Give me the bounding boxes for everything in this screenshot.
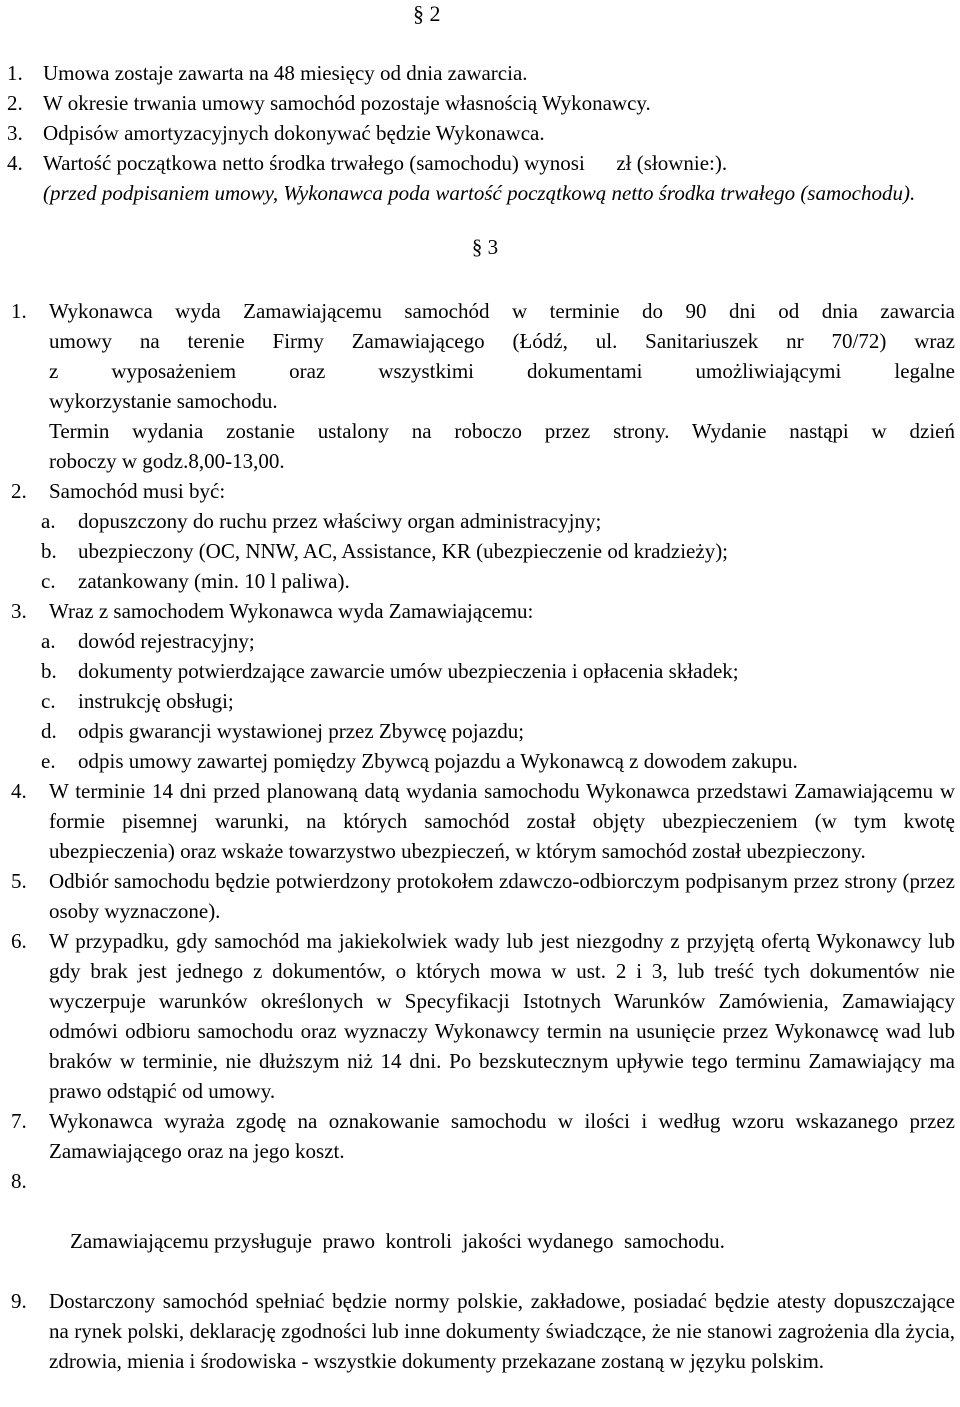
sub-item: [0, 536, 955, 566]
item-number: 3.: [11, 599, 27, 623]
item-text: W przypadku, gdy samochód ma jakiekolwiek wady lub jest niezgodny z przyjętą ofertą Wykonawcy lub gdy brak jest jednego z dokumentów, o których mowa w ust. 2 i 3, lub treść tych dokumentów nie wyczerpuje warunków określonych w Specyfikacji Istotnych Warunków Zamówienia, Zamawiający odmówi odbioru samochodu oraz wyznaczy Wykonawcy termin na usunięcie przez Wykonawcę wad lub braków w terminie, nie dłuższym niż 14 dni. Po bezskutecznym upływie tego terminu Zamawiający ma prawo odstąpić od umowy.: [49, 929, 955, 1103]
sub-item: [0, 686, 955, 716]
list-item: [0, 118, 950, 148]
sub-text: ubezpieczony (OC, NNW, AC, Assistance, KR (ubezpieczenie od kradzieży);: [78, 539, 729, 563]
list-item: [0, 88, 950, 118]
item-text: Wartość początkowa netto środka trwałego (samochodu) wynosi zł (słownie:).: [43, 151, 728, 175]
sub-text: dopuszczony do ruchu przez właściwy organ administracyjny;: [78, 509, 602, 533]
list-item: [0, 1106, 955, 1166]
item-text: W okresie trwania umowy samochód pozostaje własnością Wykonawcy.: [43, 91, 651, 115]
sub-letter: a.: [41, 629, 56, 653]
sub-letter: b.: [41, 539, 57, 563]
sub-letter: c.: [41, 689, 56, 713]
item-number: 1.: [7, 61, 23, 85]
item-text: Zamawiającemu przysługuje prawo kontroli jakości wydanego samochodu.: [70, 1229, 725, 1253]
section-3: [0, 296, 955, 1376]
item-number: 1.: [11, 299, 27, 323]
text-line: wykorzystanie samochodu.: [49, 389, 278, 413]
sub-text: dowód rejestracyjny;: [78, 629, 255, 653]
sub-item: [0, 746, 955, 776]
list-item: [0, 866, 955, 926]
sub-text: odpis umowy zawartej pomiędzy Zbywcą pojazdu a Wykonawcą z dowodem zakupu.: [78, 749, 798, 773]
list-item: [0, 148, 950, 178]
item-text: Umowa zostaje zawarta na 48 miesięcy od dnia zawarcia.: [43, 61, 528, 85]
item-text: Wraz z samochodem Wykonawca wyda Zamawiającemu:: [49, 599, 534, 623]
sub-letter: d.: [41, 719, 57, 743]
sub-text: dokumenty potwierdzające zawarcie umów ubezpieczenia i opłacenia składek;: [78, 659, 739, 683]
sub-text: odpis gwarancji wystawionej przez Zbywcę pojazdu;: [78, 719, 525, 743]
sub-letter: b.: [41, 659, 57, 683]
section-2: [0, 58, 950, 262]
item-number: 2.: [11, 479, 27, 503]
sub-letter: e.: [41, 749, 56, 773]
sub-item: [0, 656, 955, 686]
item-text: Dostarczony samochód spełniać będzie normy polskie, zakładowe, posiadać będzie atesty dopuszczające na rynek polski, deklarację zgodności lub inne dokumenty świadczące, że nie stanowi zagrożenia dla życia, zdrowia, mienia i środowiska - wszystkie dokumenty przekazane zostaną w języku polskim.: [49, 1289, 955, 1373]
list-item: [0, 926, 955, 1106]
list-item: [0, 296, 955, 476]
item-number: 4.: [11, 779, 27, 803]
sub-item: [0, 506, 955, 536]
item-text: Odpisów amortyzacyjnych dokonywać będzie Wykonawca.: [43, 121, 545, 145]
item-number: 3.: [7, 121, 23, 145]
sub-item: [0, 716, 955, 746]
text-line: Wykonawca wyda Zamawiającemu samochód w terminie do 90 dni od dnia zawarcia: [49, 299, 955, 323]
text-line: z wyposażeniem oraz wszystkimi dokumentami umożliwiającymi legalne: [49, 359, 955, 383]
item-text: Wykonawca wyraża zgodę na oznakowanie samochodu w ilości i według wzoru wskazanego przez Zamawiającego oraz na jego koszt.: [49, 1109, 955, 1163]
item-text: Odbiór samochodu będzie potwierdzony protokołem zdawczo-odbiorczym podpisanym przez strony (przez osoby wyznaczone).: [49, 869, 955, 923]
text-line: umowy na terenie Firmy Zamawiającego (Łódź, ul. Sanitariuszek nr 70/72) wraz: [49, 329, 955, 353]
sub-text: zatankowany (min. 10 l paliwa).: [78, 569, 350, 593]
list-item: [0, 1286, 955, 1376]
item-text: Samochód musi być:: [49, 479, 226, 503]
list-item: [0, 776, 955, 866]
item-number: 4.: [7, 151, 23, 175]
item-number: 6.: [11, 929, 27, 953]
item-number: 2.: [7, 91, 23, 115]
sub-item: [0, 566, 955, 596]
item-number: 7.: [11, 1109, 27, 1133]
sub-text: instrukcję obsługi;: [78, 689, 234, 713]
list-item: [0, 1166, 955, 1286]
section-2-heading: § 2: [413, 1, 441, 26]
item-number: 5.: [11, 869, 27, 893]
list-item: [0, 596, 955, 626]
sub-item: [0, 626, 955, 656]
sub-letter: a.: [41, 509, 56, 533]
italic-note: (przed podpisaniem umowy, Wykonawca poda wartość początkową netto środka trwałego (samochodu).: [43, 181, 916, 205]
sub-letter: c.: [41, 569, 56, 593]
text-line: Termin wydania zostanie ustalony na roboczo przez strony. Wydanie nastąpi w dzień: [49, 419, 955, 443]
item-number: 9.: [11, 1289, 27, 1313]
section-3-heading: § 3: [471, 235, 499, 259]
item-text: W terminie 14 dni przed planowaną datą wydania samochodu Wykonawca przedstawi Zamawiającemu w formie pisemnej warunki, na których samochód został objęty ubezpieczeniem (w tym kwotę ubezpieczenia) oraz wskaże towarzystwo ubezpieczeń, w którym samochód został ubezpieczony.: [49, 779, 955, 863]
text-line: roboczy w godz.8,00-13,00.: [49, 449, 285, 473]
list-item: [0, 476, 955, 506]
item-number: 8.: [11, 1169, 27, 1193]
list-item: [0, 58, 950, 88]
